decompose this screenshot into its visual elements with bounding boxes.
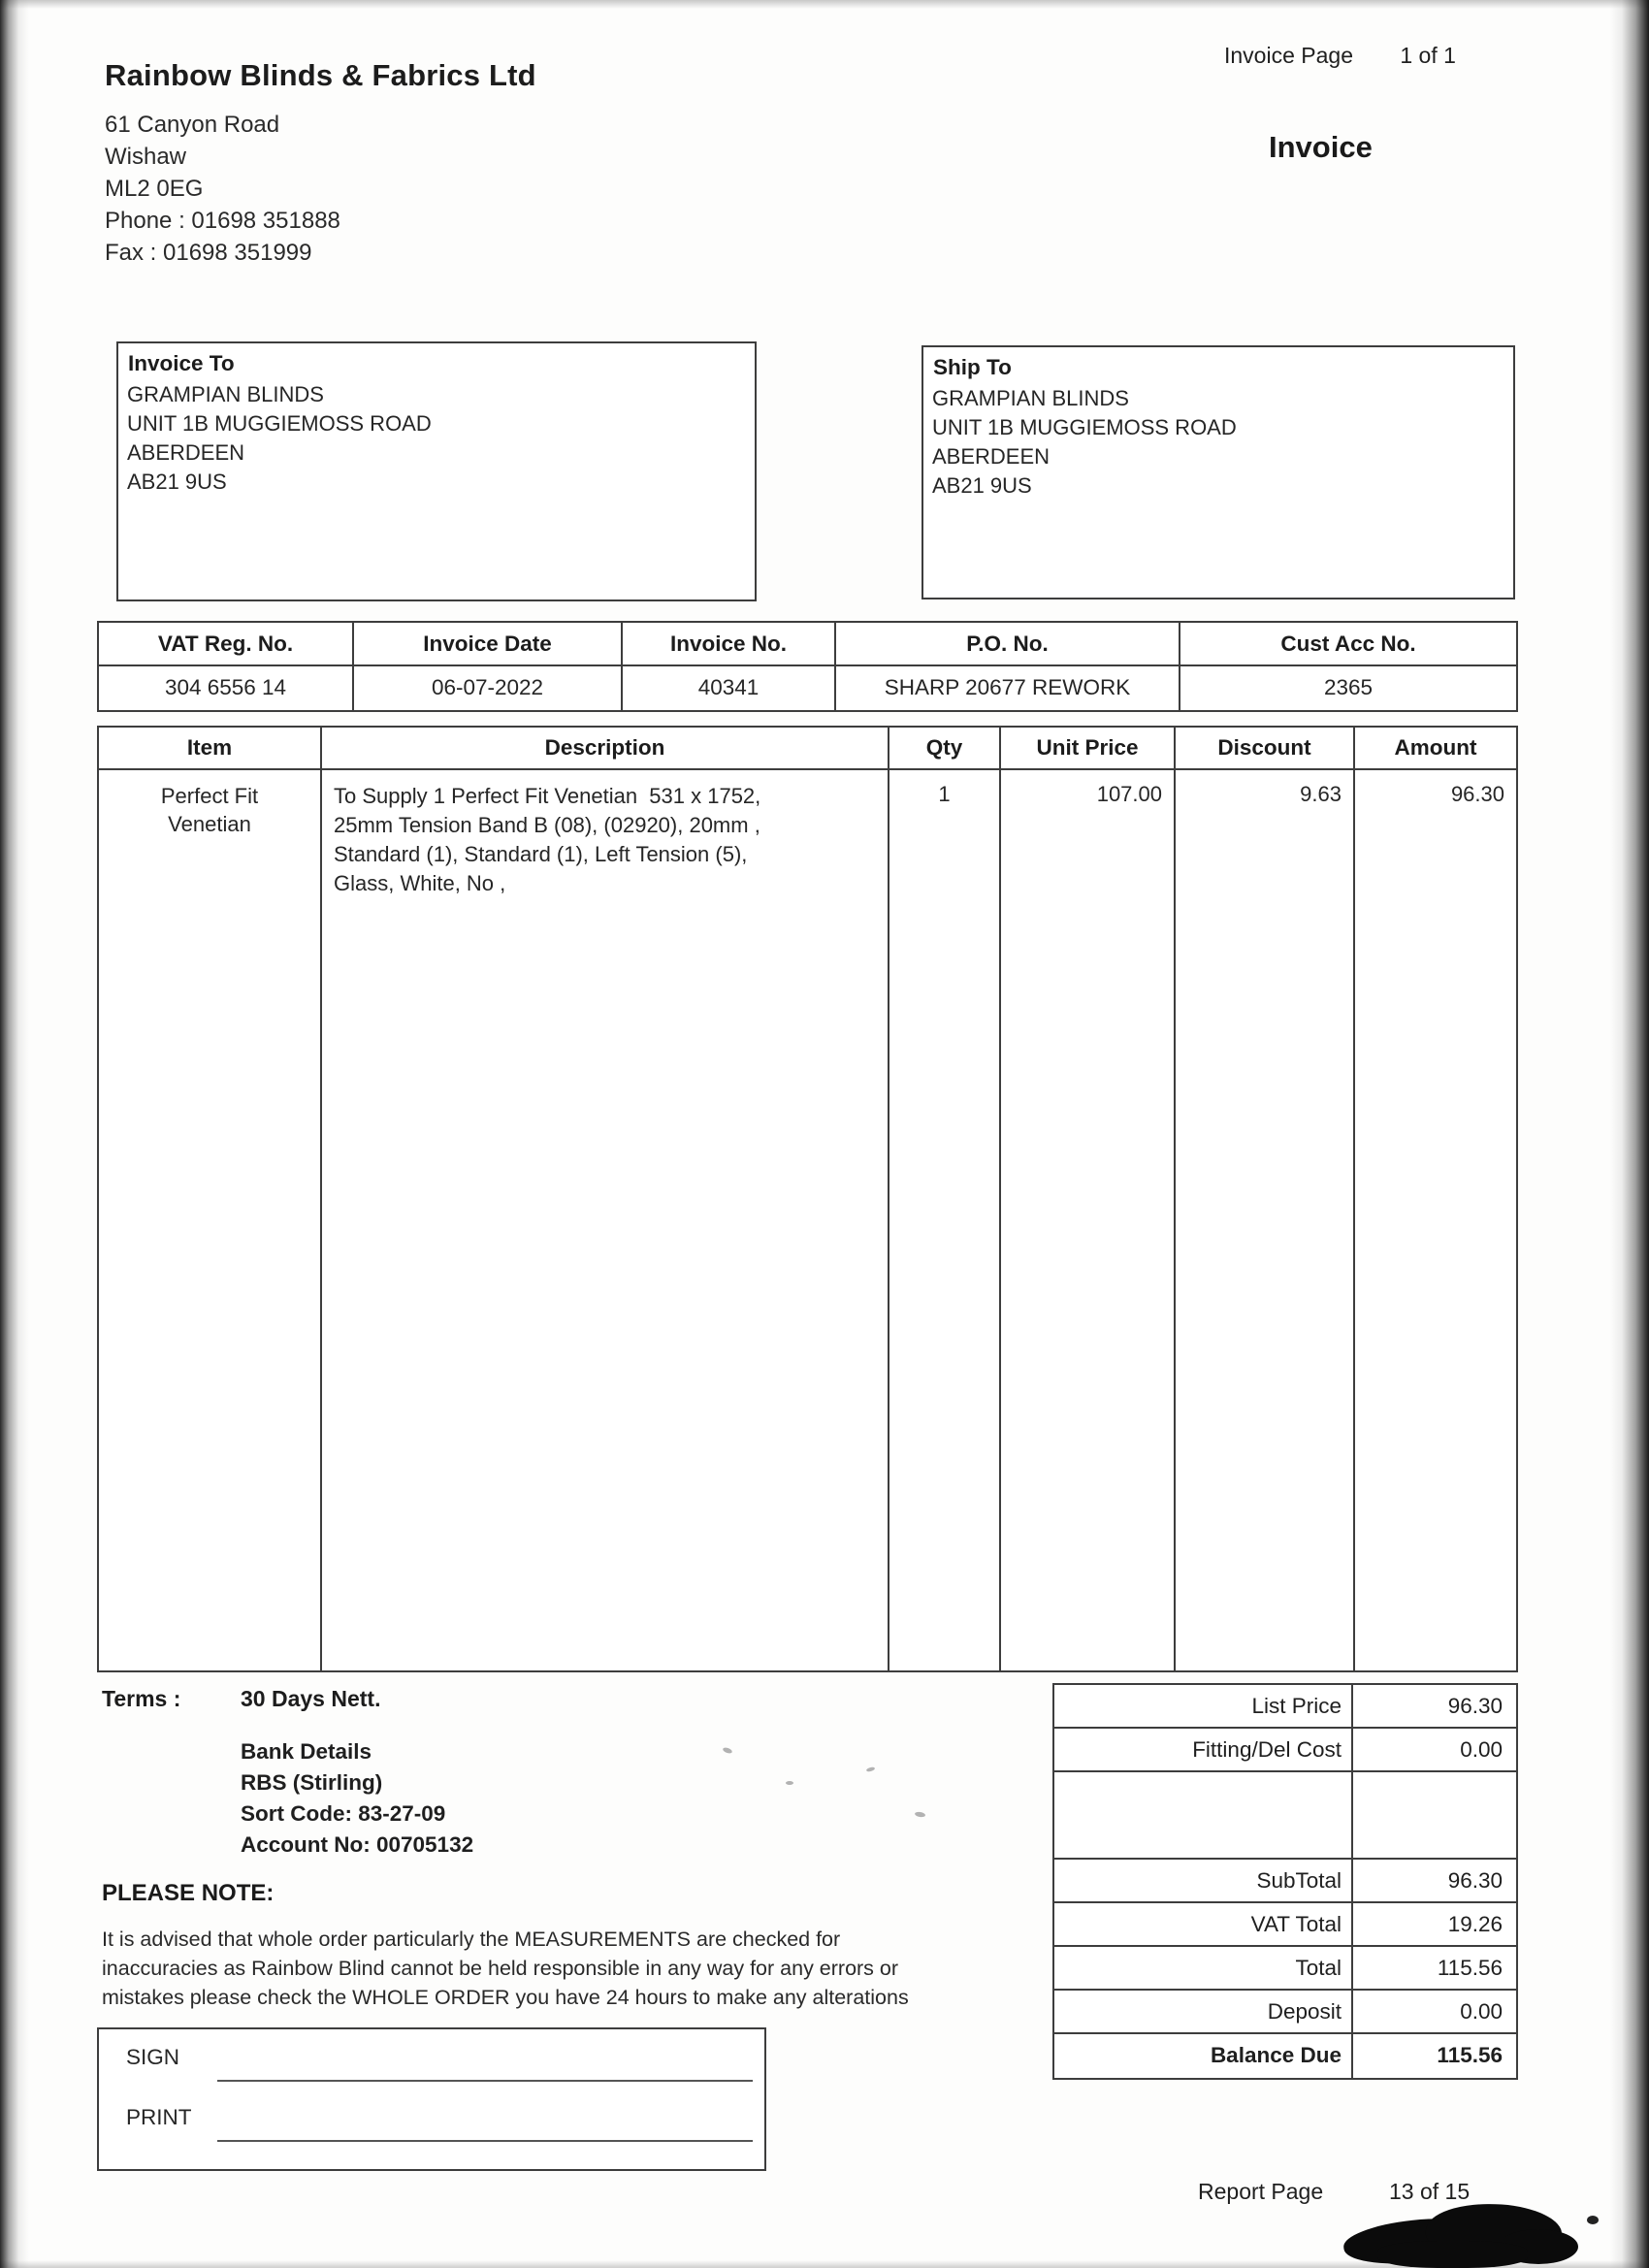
totals-row-deposit	[1054, 1991, 1516, 2034]
ink-blob	[1377, 2241, 1528, 2268]
totals-row-vat	[1054, 1903, 1516, 1947]
item-description-line: To Supply 1 Perfect Fit Venetian 531 x 1752,	[334, 784, 761, 808]
ship-to-line: ABERDEEN	[932, 444, 1051, 469]
item-description-line: Glass, White, No ,	[334, 871, 506, 895]
invoice-page-value: 1 of 1	[1400, 43, 1456, 68]
document-title: Invoice	[1269, 130, 1373, 164]
info-value-date: 06-07-2022	[354, 666, 623, 710]
totals-row-fitting	[1054, 1729, 1516, 1772]
line-items-header	[99, 728, 1516, 770]
company-fax: Fax : 01698 351999	[105, 240, 312, 266]
item-discount-cell: 9.63	[1176, 770, 1355, 1670]
totals-value-fitting: 0.00	[1460, 1737, 1503, 1762]
scan-edge-left	[0, 0, 29, 2268]
totals-row-list-price	[1054, 1685, 1516, 1729]
terms-value: 30 Days Nett.	[241, 1686, 381, 1711]
invoice-page-label: Invoice Page	[1224, 43, 1353, 68]
totals-value-deposit: 0.00	[1460, 1999, 1503, 2024]
scan-speck	[786, 1781, 793, 1785]
report-page-value: 13 of 15	[1389, 2179, 1471, 2204]
report-page-label: Report Page	[1198, 2179, 1324, 2204]
totals-label-vat: VAT Total	[1054, 1903, 1353, 1945]
ship-to-box	[922, 345, 1515, 599]
totals-spacer-value	[1353, 1772, 1516, 1858]
totals-label-total: Total	[1054, 1947, 1353, 1989]
info-header-invoice-no: Invoice No.	[623, 623, 836, 666]
please-note-body	[102, 1925, 909, 2012]
company-address-line: ML2 0EG	[105, 176, 204, 202]
totals-label-list-price: List Price	[1054, 1685, 1353, 1727]
totals-row-total	[1054, 1947, 1516, 1991]
scan-speck	[915, 1811, 926, 1818]
invoice-to-line: ABERDEEN	[127, 440, 245, 465]
ship-to-line: AB21 9US	[932, 473, 1032, 498]
bank-details-block	[241, 1736, 473, 1861]
totals-spacer-row	[1054, 1772, 1516, 1860]
item-name-line: Venetian	[168, 812, 251, 836]
info-header-po-no: P.O. No.	[836, 623, 1180, 666]
bank-details-line: RBS (Stirling)	[241, 1770, 383, 1795]
items-header-amount: Amount	[1394, 735, 1477, 760]
item-description-cell	[322, 770, 889, 1670]
terms-label: Terms :	[102, 1686, 181, 1711]
item-amount-cell: 96.30	[1450, 782, 1504, 806]
ship-to-line: GRAMPIAN BLINDS	[932, 386, 1129, 410]
info-header-cust-acc: Cust Acc No.	[1180, 623, 1516, 666]
totals-row-subtotal	[1054, 1860, 1516, 1903]
items-header-item: Item	[99, 728, 322, 768]
items-header-discount: Discount	[1176, 728, 1355, 768]
info-header-date: Invoice Date	[354, 623, 623, 666]
scan-edge-top	[0, 0, 1649, 9]
please-note-line: inaccuracies as Rainbow Blind cannot be held responsible in any way for any errors or	[102, 1957, 899, 1980]
info-value-invoice-no: 40341	[623, 666, 836, 710]
please-note-line: It is advised that whole order particularly the MEASUREMENTS are checked for	[102, 1928, 841, 1951]
totals-value-vat: 19.26	[1447, 1912, 1503, 1936]
ship-to-line: UNIT 1B MUGGIEMOSS ROAD	[932, 415, 1237, 439]
ship-to-label: Ship To	[933, 355, 1012, 379]
totals-label-fitting: Fitting/Del Cost	[1054, 1729, 1353, 1770]
scan-edge-right	[1610, 0, 1649, 2268]
info-value-po-no: SHARP 20677 REWORK	[836, 666, 1180, 710]
info-header-vat: VAT Reg. No.	[99, 623, 354, 666]
totals-label-deposit: Deposit	[1054, 1991, 1353, 2032]
invoice-info-table	[97, 621, 1518, 712]
bank-details-line: Account No: 00705132	[241, 1832, 474, 1857]
print-line	[217, 2140, 753, 2142]
invoice-to-box	[116, 341, 757, 601]
scan-speck	[866, 1766, 876, 1772]
item-unit-price-cell: 107.00	[1001, 770, 1176, 1670]
totals-table	[1052, 1683, 1518, 2080]
sign-label: SIGN	[126, 2045, 180, 2069]
company-name: Rainbow Blinds & Fabrics Ltd	[105, 58, 536, 92]
totals-value-subtotal: 96.30	[1447, 1868, 1503, 1893]
print-label: PRINT	[126, 2105, 192, 2129]
invoice-page-meta	[1224, 43, 1456, 69]
item-qty-cell: 1	[889, 770, 1001, 1670]
bank-details-title: Bank Details	[241, 1739, 372, 1764]
line-item-row	[99, 770, 1516, 1670]
totals-spacer-label	[1054, 1772, 1353, 1858]
invoice-to-label: Invoice To	[128, 351, 235, 375]
ink-blob-dot	[1587, 2216, 1599, 2224]
sign-line	[217, 2080, 753, 2082]
item-name-cell	[99, 770, 322, 1670]
totals-row-balance-due	[1054, 2034, 1516, 2078]
items-header-description: Description	[322, 728, 889, 768]
line-items-table	[97, 726, 1518, 1672]
company-address-line: 61 Canyon Road	[105, 112, 280, 138]
please-note-title: PLEASE NOTE:	[102, 1880, 275, 1906]
invoice-to-line: UNIT 1B MUGGIEMOSS ROAD	[127, 411, 432, 436]
company-address-line: Wishaw	[105, 144, 187, 170]
item-description-line: Standard (1), Standard (1), Left Tension (5),	[334, 842, 748, 866]
items-header-unit-price: Unit Price	[1001, 728, 1176, 768]
bank-details-line: Sort Code: 83-27-09	[241, 1801, 446, 1826]
totals-value-total: 115.56	[1437, 1956, 1503, 1980]
invoice-to-line: GRAMPIAN BLINDS	[127, 382, 324, 406]
invoice-to-line: AB21 9US	[127, 470, 227, 494]
company-block	[105, 58, 536, 269]
totals-value-balance-due: 115.56	[1437, 2043, 1503, 2067]
item-name-line: Perfect Fit	[160, 784, 259, 808]
item-description-line: 25mm Tension Band B (08), (02920), 20mm ,	[334, 813, 760, 837]
scan-speck	[722, 1746, 732, 1754]
please-note-line: mistakes please check the WHOLE ORDER you have 24 hours to make any alterations	[102, 1986, 909, 2009]
items-header-qty: Qty	[889, 728, 1001, 768]
info-value-vat: 304 6556 14	[99, 666, 354, 710]
totals-label-subtotal: SubTotal	[1054, 1860, 1353, 1901]
totals-value-list-price: 96.30	[1447, 1694, 1503, 1718]
signature-box	[97, 2027, 766, 2171]
totals-label-balance-due: Balance Due	[1054, 2034, 1353, 2078]
company-phone: Phone : 01698 351888	[105, 208, 340, 234]
info-value-cust-acc: 2365	[1323, 675, 1374, 699]
